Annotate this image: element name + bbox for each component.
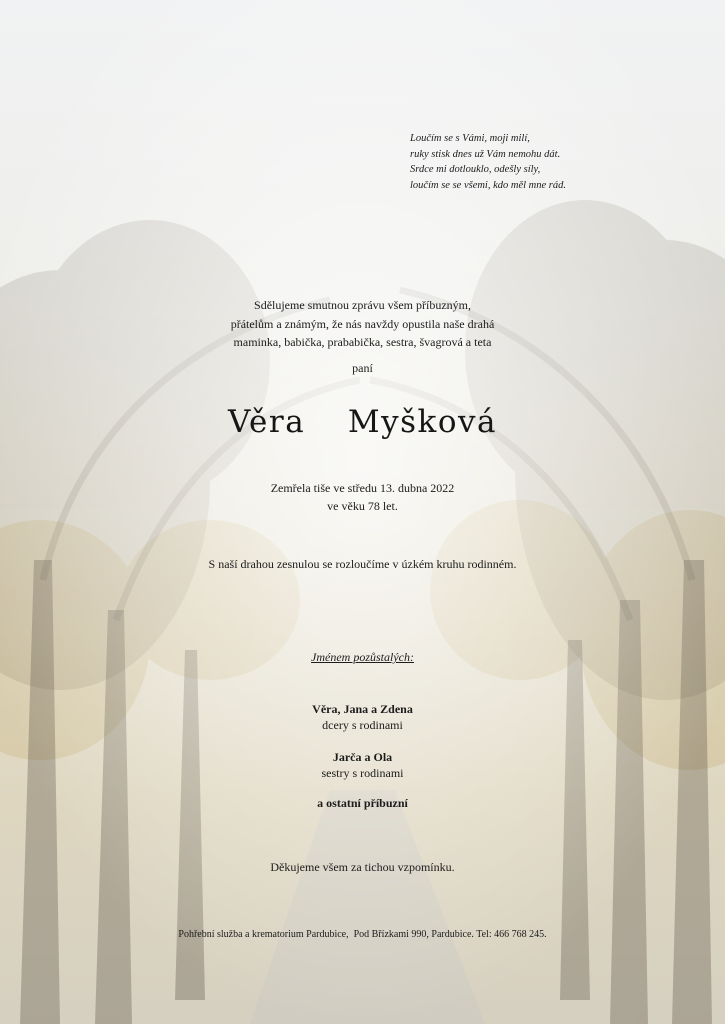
announcement-line: maminka, babička, prababička, sestra, švagrová a teta xyxy=(233,335,492,349)
title-word: paní xyxy=(352,361,373,375)
poem-line: Loučím se s Vámi, moji milí, xyxy=(410,133,530,144)
farewell-poem xyxy=(410,131,710,193)
poem-line: ruky stisk dnes už Vám nemohu dát. xyxy=(410,148,561,160)
mourner-relation: sestry s rodinami xyxy=(321,766,404,780)
death-date-line: Zemřela tiše ve středu 13. dubna 2022 xyxy=(270,481,455,495)
announcement-line: Sdělujeme smutnou zprávu všem příbuzným, xyxy=(254,298,471,312)
mourners-heading: Jménem pozůstalých: xyxy=(311,650,414,664)
mourner-names: Jarča a Ola xyxy=(332,750,393,764)
other-relatives: a ostatní příbuzní xyxy=(317,796,408,810)
announcement-text xyxy=(0,296,725,352)
mourner-relation: dcery s rodinami xyxy=(322,718,403,732)
age-line: ve věku 78 let. xyxy=(327,499,398,513)
mourner-names: Věra, Jana a Zdena xyxy=(312,702,413,716)
farewell-notice: S naší drahou zesnulou se rozloučíme v úzkém kruhu rodinném. xyxy=(208,557,517,571)
announcement-line: přátelům a známým, že nás navždy opustila naše drahá xyxy=(230,316,495,331)
death-info xyxy=(0,479,725,515)
funeral-service-footer: Pohřební služba a krematorium Pardubice, Pod Břízkami 990, Pardubice. Tel: 466 768 245. xyxy=(178,929,547,940)
deceased-name: Věra Myšková xyxy=(227,404,497,440)
thanks-note: Děkujeme všem za tichou vzpomínku. xyxy=(270,860,455,874)
poem-line: Srdce mi dotlouklo, odešly síly, xyxy=(410,164,541,175)
poem-line: loučím se se všemi, kdo měl mne rád. xyxy=(410,179,567,191)
